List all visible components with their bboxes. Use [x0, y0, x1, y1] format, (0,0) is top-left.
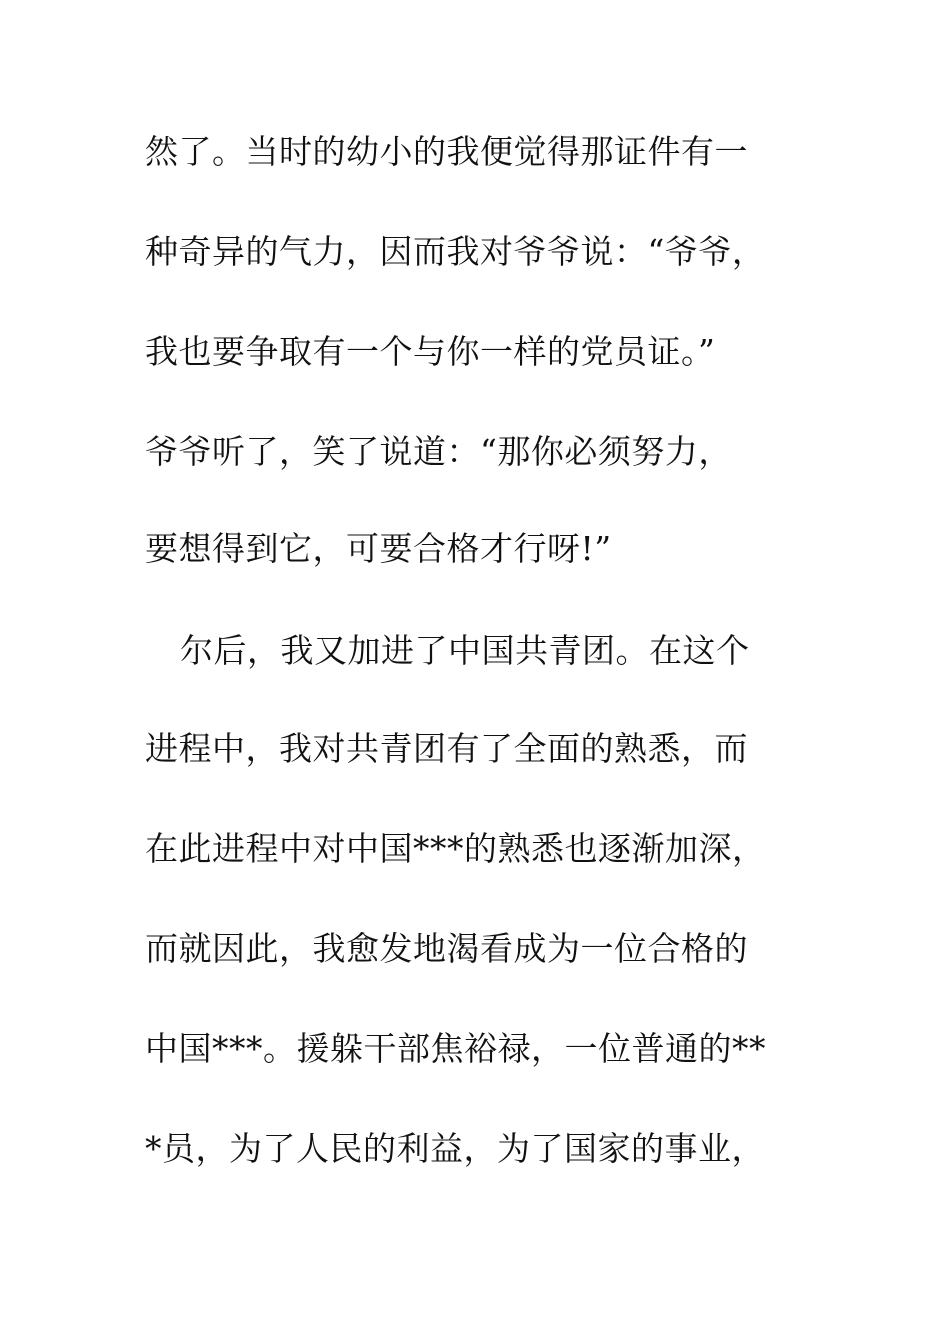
text-line-4: 爷爷听了，笑了说道：“那你必须努力，	[145, 432, 732, 471]
text-line-1: 然了。当时的幼小的我便觉得那证件有一	[145, 132, 748, 171]
text-line-3: 我也要争取有一个与你一样的党员证。”	[145, 332, 716, 371]
text-line-2: 种奇异的气力，因而我对爷爷说：“爷爷，	[145, 232, 766, 271]
text-line-9: 而就因此，我愈发地渴看成为一位合格的	[145, 929, 748, 968]
text-line-8: 在此进程中对中国***的熟悉也逐渐加深，	[145, 829, 766, 868]
text-line-7: 进程中，我对共青团有了全面的熟悉，而	[145, 729, 748, 768]
text-line-10: 中国***。援躲干部焦裕禄，一位普通的**	[145, 1029, 766, 1068]
text-line-11: *员，为了人民的利益，为了国家的事业，	[145, 1129, 765, 1168]
paragraph-start-line: 尔后，我又加进了中国共青团。在这个	[180, 631, 750, 670]
text-line-5: 要想得到它，可要合格才行呀!”	[145, 529, 612, 568]
